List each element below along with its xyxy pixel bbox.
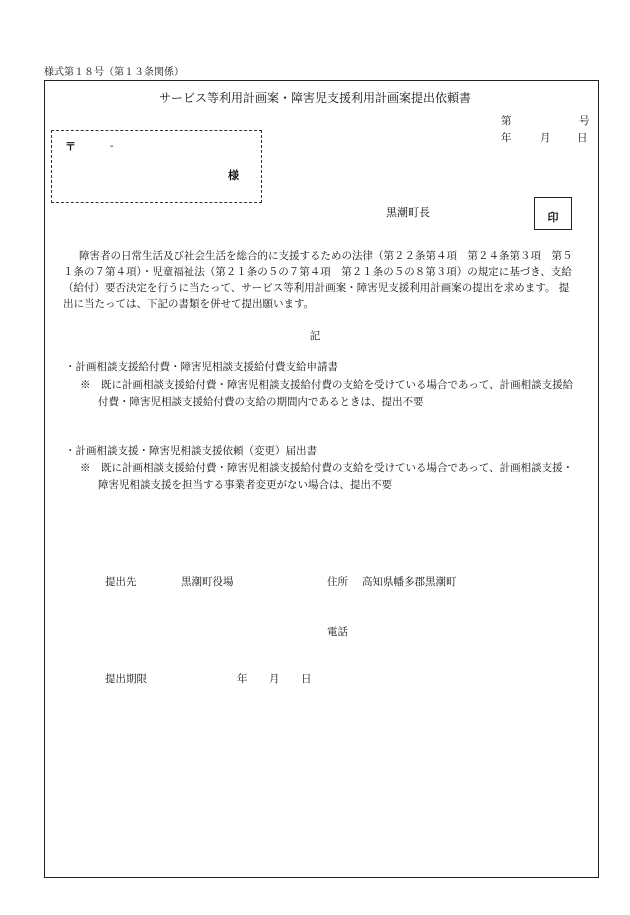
date-year-label: 年 [501,132,512,144]
ki-heading: 記 [309,330,321,342]
body-line-1: 障害者の日常生活及び社会生活を総合的に支援するための法律（第２２条第４項 第２４条第３項 第５ [79,250,573,262]
seal-label: 印 [547,211,559,224]
date-day-label: 日 [577,132,588,144]
deadline-year-label: 年 [237,673,248,685]
submission-dest-value: 黒潮町役場 [181,576,234,588]
item-2-note-line-2: 障害児相談支援を担当する事業者変更がない場合は、提出不要 [98,479,392,491]
date-month-label: 月 [540,132,551,144]
body-line-2: １条の７第４項）・児童福祉法（第２１条の５の７第４項 第２１条の５の８第３項）の規定に基づき、支給 [63,266,572,278]
postal-mark: 〒 [65,140,76,153]
submission-address-value: 高知県幡多郡黒潮町 [362,576,457,588]
deadline-month-label: 月 [269,673,280,685]
body-line-4: 出に当たっては、下記の書類を併せて提出願います。 [63,298,315,310]
submission-address-label: 住所 [327,576,348,588]
submission-dest-label: 提出先 [105,576,137,588]
item-2-note-line-1: ※ 既に計画相談支援給付費・障害児相談支援給付費の支給を受けている場合であって、計画相談支援・ [80,462,574,474]
submission-phone-label: 電話 [327,626,348,638]
body-line-3: （給付）要否決定を行うに当たって、サービス等利用計画案・障害児支援利用計画案の提出を求めます。 提 [63,282,570,294]
item-1-title: ・計画相談支援給付費・障害児相談支援給付費支給申請書 [65,361,338,373]
item-1-note-line-1: ※ 既に計画相談支援給付費・障害児相談支援給付費の支給を受けている場合であって、計画相談支援給 [80,379,574,391]
item-2-title: ・計画相談支援・障害児相談支援依頼（変更）届出書 [65,445,317,457]
number-prefix: 第 [501,115,512,127]
form-code: 様式第１８号（第１３条関係） [44,67,184,78]
submission-deadline-label: 提出期限 [105,673,147,685]
item-1-note-line-2: 付費・障害児相談支援給付費の支給の期間内であるときは、提出不要 [98,396,424,408]
recipient-honorific: 様 [228,169,239,182]
number-suffix: 号 [579,115,590,127]
seal-box [534,197,572,230]
document-title: サービス等利用計画案・障害児支援利用計画案提出依頼書 [158,91,471,105]
recipient-address-box [51,130,262,203]
deadline-day-label: 日 [301,673,312,685]
sender-name: 黒潮町長 [386,206,430,219]
postal-dash: - [110,140,114,152]
